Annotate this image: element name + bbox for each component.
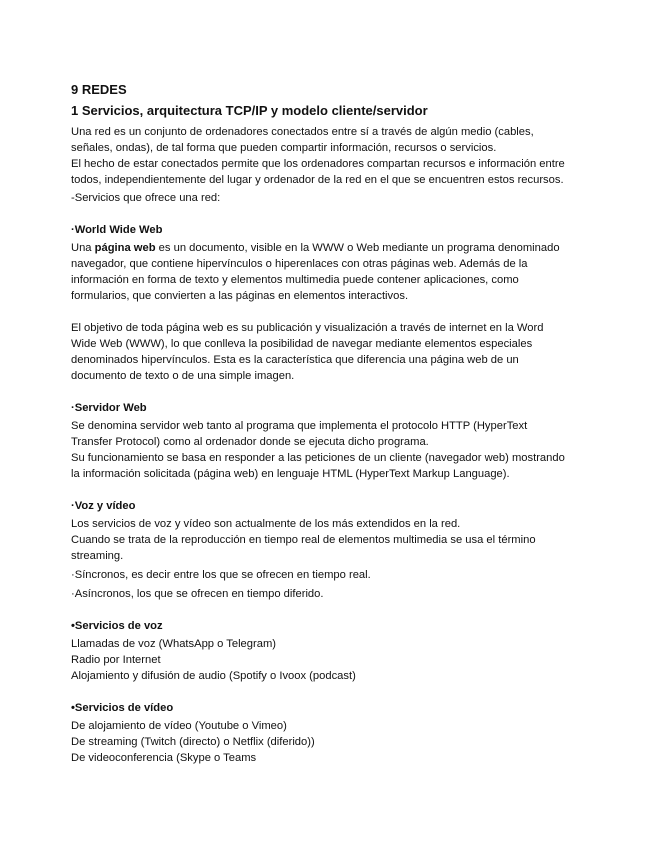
text-line: Cuando se trata de la reproducción en tiempo real de elementos multimedia se usa el término [71, 534, 536, 546]
document-page [71, 82, 601, 766]
text-line: Transfer Protocol) como al ordenador donde se ejecuta dicho programa. [71, 436, 429, 448]
list-item: Alojamiento y difusión de audio (Spotify o Ivoox (podcast) [71, 670, 356, 682]
text-line: navegador, que contiene hipervínculos o hiperenlaces con otras páginas web. Además de la [71, 258, 528, 270]
list-item: De videoconferencia (Skype o Teams [71, 752, 257, 764]
text-line: Wide Web (WWW), lo que conlleva la posibilidad de navegar mediante elementos especiales [71, 338, 533, 350]
text-fragment: es un documento, visible en la WWW o Web mediante un programa denominado [155, 242, 560, 254]
www-paragraph-1 [71, 240, 601, 304]
intro-paragraph [71, 124, 601, 188]
server-paragraph [71, 418, 601, 482]
text-line: Una red es un conjunto de ordenadores conectados entre sí a través de algún medio (cables, [71, 126, 534, 138]
www-heading: ·World Wide Web [71, 224, 163, 236]
list-item: ·Síncronos, es decir entre los que se ofrecen en tiempo real. [71, 569, 371, 581]
text-line: streaming. [71, 550, 124, 562]
www-paragraph-2 [71, 320, 601, 384]
text-line: Su funcionamiento se basa en responder a las peticiones de un cliente (navegador web) mostrando [71, 452, 565, 464]
section-title: 1 Servicios, arquitectura TCP/IP y modelo cliente/servidor [71, 103, 428, 118]
text-line: información en forma de texto y elementos multimedia puede contener aplicaciones, como [71, 274, 519, 286]
services-lead: -Servicios que ofrece una red: [71, 192, 221, 204]
text-line: Se denomina servidor web tanto al programa que implementa el protocolo HTTP (HyperText [71, 420, 528, 432]
text-line: El objetivo de toda página web es su publicación y visualización a través de internet en la Word [71, 322, 544, 334]
text-line: documento de texto o de una simple imagen. [71, 370, 295, 382]
text-line: la información solicitada (página web) en lenguaje HTML (HyperText Markup Language). [71, 468, 510, 480]
text-line: todos, independientemente del lugar y ordenador de la red en el que se encuentren estos recursos. [71, 174, 564, 186]
text-line: formularios, que convierten a las páginas en elementos interactivos. [71, 290, 409, 302]
chapter-title: 9 REDES [71, 82, 127, 97]
voice-services-list [71, 636, 601, 684]
voice-services-heading: •Servicios de voz [71, 620, 163, 632]
list-item: Radio por Internet [71, 654, 161, 666]
video-services-list [71, 718, 601, 766]
list-item: De alojamiento de vídeo (Youtube o Vimeo) [71, 720, 287, 732]
text-line [71, 240, 601, 256]
list-item: De streaming (Twitch (directo) o Netflix (diferido)) [71, 736, 315, 748]
bold-term: página web [94, 242, 156, 254]
voice-video-paragraph [71, 516, 601, 564]
text-line: denominados hipervínculos. Esta es la característica que diferencia una página web de un [71, 354, 519, 366]
voice-video-heading: ·Voz y vídeo [71, 500, 136, 512]
text-fragment: Una [71, 242, 95, 254]
text-line: El hecho de estar conectados permite que los ordenadores compartan recursos e información entre [71, 158, 565, 170]
video-services-heading: •Servicios de vídeo [71, 702, 174, 714]
server-heading: ·Servidor Web [71, 402, 147, 414]
list-item: ·Asíncronos, los que se ofrecen en tiempo diferido. [71, 588, 324, 600]
list-item: Llamadas de voz (WhatsApp o Telegram) [71, 638, 276, 650]
text-line: señales, ondas), de tal forma que pueden compartir información, recursos o servicios. [71, 142, 497, 154]
text-line: Los servicios de voz y vídeo son actualmente de los más extendidos en la red. [71, 518, 461, 530]
